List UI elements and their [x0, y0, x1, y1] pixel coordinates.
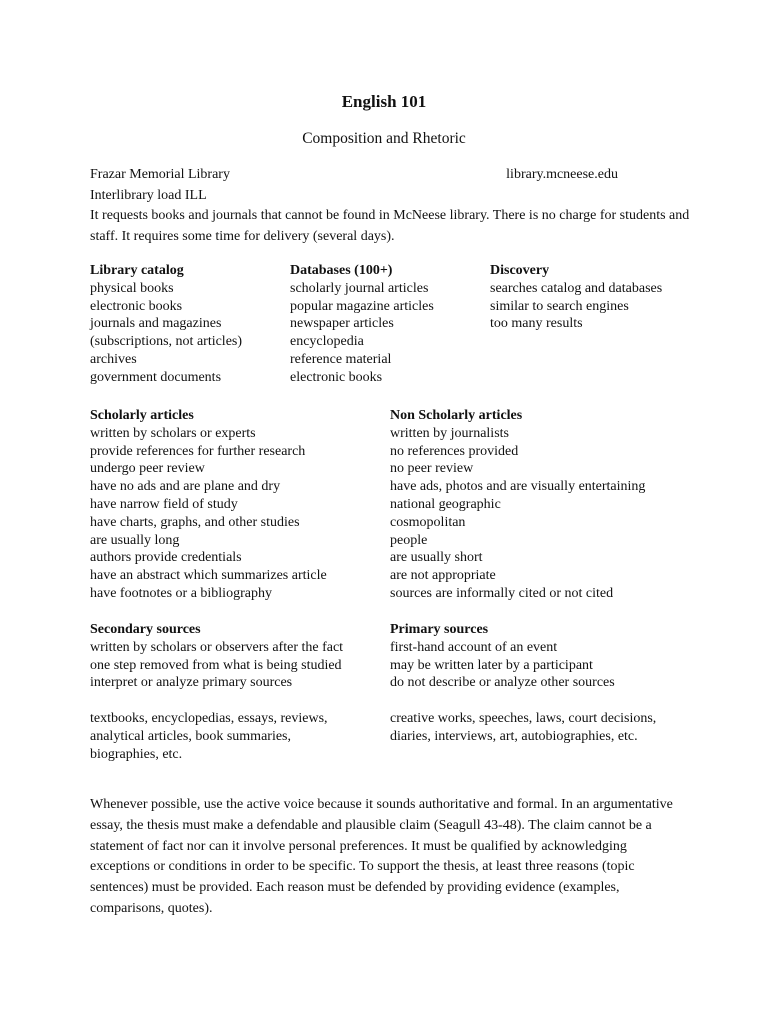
list-item: have charts, graphs, and other studies [90, 514, 300, 530]
closing-paragraph: Whenever possible, use the active voice because it sounds authoritative and formal. In an argumentative essay, the thesis must make a defendable and plausible claim (Seagull 43-48). The claim cannot be a statement of fact nor can it involve personal preferences. It must be qualified by acknowledging exceptions or conditions in order to be specific. To support the thesis, at least three reasons (topic sentences) must be provided. Each reason must be defended by providing evidence (examples, comparisons, quotes). [90, 797, 673, 916]
column-heading: Primary sources [390, 622, 489, 637]
list-item: cosmopolitan [390, 514, 466, 530]
column-heading: Scholarly articles [90, 408, 194, 423]
secondary-sources-list [90, 639, 390, 692]
list-item: sources are informally cited or not cited [390, 585, 614, 601]
library-url: library.mcneese.edu [506, 167, 618, 182]
list-item: similar to search engines [490, 298, 629, 314]
list-item: government documents [90, 369, 222, 385]
databases-list [290, 280, 490, 387]
non-scholarly-column [390, 407, 710, 603]
example-line: biographies, etc. [90, 746, 183, 762]
list-item: have narrow field of study [90, 496, 238, 512]
databases-column [290, 262, 490, 387]
list-item: are not appropriate [390, 568, 496, 584]
list-item: encyclopedia [290, 334, 364, 350]
column-heading: Databases (100+) [290, 263, 393, 278]
example-line: textbooks, encyclopedias, essays, reviews, [90, 711, 328, 726]
list-item: national geographic [390, 496, 501, 512]
column-heading: Discovery [490, 263, 550, 278]
list-item: popular magazine articles [290, 298, 434, 314]
list-item: interpret or analyze primary sources [90, 675, 293, 691]
list-item: have footnotes or a bibliography [90, 585, 272, 601]
list-item: are usually short [390, 550, 483, 566]
ill-label: Interlibrary load ILL [90, 187, 207, 203]
scholarly-column [90, 407, 390, 603]
list-item: have an abstract which summarizes article [90, 568, 327, 584]
example-line: creative works, speeches, laws, court decisions, [390, 711, 657, 726]
list-item: first-hand account of an event [390, 639, 558, 655]
list-item: have no ads and are plane and dry [90, 479, 281, 495]
list-item: have ads, photos and are visually entertaining [390, 479, 646, 495]
sources-section [90, 621, 710, 692]
library-row [90, 165, 690, 186]
example-line: analytical articles, book summaries, [90, 728, 291, 744]
column-heading: Non Scholarly articles [390, 408, 523, 423]
resources-section [90, 262, 710, 387]
list-item: no references provided [390, 443, 519, 459]
library-catalog-column [90, 262, 290, 387]
list-item: authors provide credentials [90, 550, 242, 566]
list-item: physical books [90, 280, 174, 296]
list-item: written by journalists [390, 425, 509, 441]
column-heading: Secondary sources [90, 622, 201, 637]
list-item: newspaper articles [290, 316, 394, 332]
document-title: English 101 [341, 92, 427, 111]
list-item: written by scholars or observers after the fact [90, 639, 344, 655]
list-item: archives [90, 351, 137, 367]
list-item: undergo peer review [90, 461, 205, 477]
library-name: Frazar Memorial Library [90, 167, 230, 182]
ill-description: It requests books and journals that cannot be found in McNeese library. There is no charge for students and staff. It requires some time for delivery (several days). [90, 208, 690, 244]
examples-section [90, 710, 710, 763]
list-item: electronic books [90, 298, 183, 314]
discovery-column [490, 262, 710, 387]
articles-section [90, 407, 710, 603]
list-item: one step removed from what is being studied [90, 657, 342, 673]
list-item: are usually long [90, 532, 180, 548]
list-item: scholarly journal articles [290, 280, 429, 296]
example-line: diaries, interviews, art, autobiographies, etc. [390, 728, 638, 744]
list-item: do not describe or analyze other sources [390, 675, 615, 691]
list-item: may be written later by a participant [390, 657, 593, 673]
primary-sources-column [390, 621, 710, 692]
primary-examples [390, 710, 710, 763]
list-item: provide references for further research [90, 443, 306, 459]
list-item: written by scholars or experts [90, 425, 256, 441]
list-item: electronic books [290, 369, 383, 385]
list-item: searches catalog and databases [490, 280, 663, 296]
primary-sources-list [390, 639, 710, 692]
list-item: people [390, 532, 428, 548]
scholarly-list [90, 425, 390, 603]
document-subtitle: Composition and Rhetoric [302, 130, 466, 147]
column-heading: Library catalog [90, 263, 184, 278]
list-item: reference material [290, 351, 392, 367]
intro-section [90, 165, 690, 247]
discovery-list [490, 280, 710, 333]
list-item: journals and magazines [90, 316, 222, 332]
non-scholarly-list [390, 425, 710, 603]
secondary-sources-column [90, 621, 390, 692]
list-item: too many results [490, 316, 583, 332]
list-item: no peer review [390, 461, 474, 477]
library-catalog-list [90, 280, 290, 387]
secondary-examples [90, 710, 390, 763]
list-item: (subscriptions, not articles) [90, 334, 243, 350]
